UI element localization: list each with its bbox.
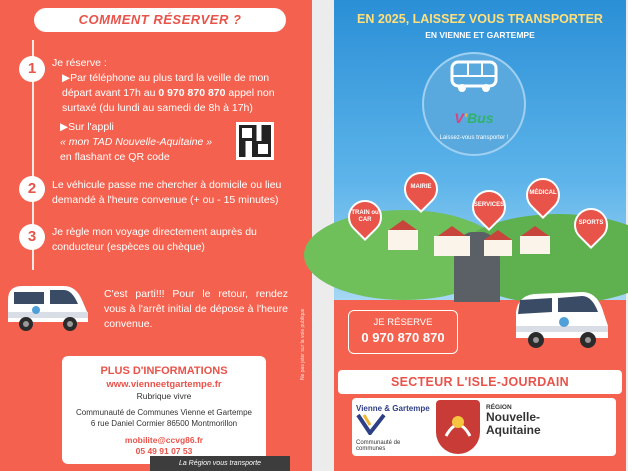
step-1-app-a: ▶Sur l'appli (60, 121, 114, 133)
step-3-text: Je règle mon voyage directement auprès du conducteur (espèces ou chèque) (52, 226, 257, 253)
pin-mairie-label: MAIRIE (410, 184, 432, 190)
step-1-phone-number: 0 970 870 870 (158, 87, 226, 99)
van-illustration-right (512, 282, 610, 352)
website-rubrique: Rubrique vivre (136, 391, 192, 401)
brand-v: V (454, 110, 464, 126)
house-4-roof (521, 226, 549, 236)
step-1-app-c: en flashant ce QR code (60, 151, 170, 163)
reserve-button[interactable] (348, 310, 458, 354)
step-1-badge: 1 (19, 56, 45, 82)
subheadline: EN VIENNE ET GARTEMPE (425, 30, 535, 40)
step-2-badge: 2 (19, 176, 45, 202)
house-3 (484, 240, 512, 256)
pin-services-label: SERVICES (473, 202, 505, 208)
reserve-number: 0 970 870 870 (361, 330, 445, 345)
step-1-app (60, 120, 230, 165)
sector-banner (338, 370, 622, 394)
reserve-label: JE RÉSERVE (373, 317, 433, 328)
vienne-gartempe-logo (356, 404, 430, 450)
right-panel (334, 0, 626, 471)
email-link[interactable]: mobilite@ccvg86.fr (124, 435, 204, 445)
step-1-phone-b: appel non surtaxé (du lundi au samedi de 8h à 17h) (62, 87, 275, 114)
pin-sports-label: SPORTS (578, 220, 604, 226)
page-title: COMMENT RÉSERVER ? (78, 12, 242, 27)
info-heading: PLUS D'INFORMATIONS (100, 365, 228, 377)
step-1-app-name: « mon TAD Nouvelle-Aquitaine » (60, 136, 213, 148)
house-1-roof (389, 220, 417, 230)
region-shield-icon (436, 400, 480, 454)
step-1-text (52, 56, 284, 116)
region-tagline: La Région vous transporte (150, 456, 290, 471)
vg-logo-subtitle: Communauté de communes (356, 440, 401, 452)
house-4 (520, 236, 550, 254)
region-name-2: Aquitaine (486, 423, 541, 437)
house-3-roof (484, 230, 512, 240)
pin-medical-label: MÉDICAL (529, 190, 557, 196)
vg-v-mark-icon (356, 413, 386, 435)
step-1-phone-a: ▶Par téléphone au plus tard la veille de mon départ avant 17h au (62, 72, 270, 99)
region-logo-text (486, 404, 610, 437)
website-link[interactable]: www.vienneetgartempe.fr (106, 379, 222, 390)
step-1-phone (52, 71, 284, 116)
vertical-note: Ne pas jeter sur la voie publique (300, 308, 306, 380)
region-label: RÉGION (486, 404, 512, 411)
address-line-2: 6 rue Daniel Cormier 86500 Montmorillon (90, 419, 238, 428)
partner-logos (352, 398, 616, 456)
address-line-1: Communauté de Communes Vienne et Gartempe (76, 408, 252, 417)
step-3-badge: 3 (19, 224, 45, 250)
qr-code[interactable] (236, 122, 274, 160)
step-1-intro: Je réserve : (52, 57, 107, 69)
sector-title: SECTEUR L'ISLE-JOURDAIN (391, 375, 569, 389)
phone-number[interactable]: 05 49 91 07 53 (135, 446, 193, 456)
van-illustration (4, 278, 90, 334)
house-1 (388, 230, 418, 250)
brand-tagline: Laissez-vous transporter ! (439, 135, 509, 141)
step-2-text: Le véhicule passe me chercher à domicile ou lieu demandé à l'heure convenue (+ ou - 15 minutes) (52, 179, 282, 206)
brand-bus: Bus (467, 110, 494, 126)
brand-name (434, 110, 514, 126)
section-title-pill (34, 8, 286, 32)
info-box (62, 356, 266, 464)
house-2-roof (438, 226, 466, 236)
return-info-text: C'est parti!!! Pour le retour, rendez vous à l'arrêt initial de dépose à l'heure convenue. (104, 288, 288, 330)
pin-train-car-label: TRAIN ou CAR (351, 210, 379, 223)
left-panel (0, 0, 312, 471)
house-2 (434, 236, 470, 256)
headline: EN 2025, LAISSEZ VOUS TRANSPORTER (357, 12, 603, 26)
brand-apostrophe: ' (463, 110, 468, 126)
bus-icon (448, 58, 500, 94)
vg-logo-name: Vienne & Gartempe (356, 404, 430, 413)
region-name-1: Nouvelle- (486, 410, 541, 424)
